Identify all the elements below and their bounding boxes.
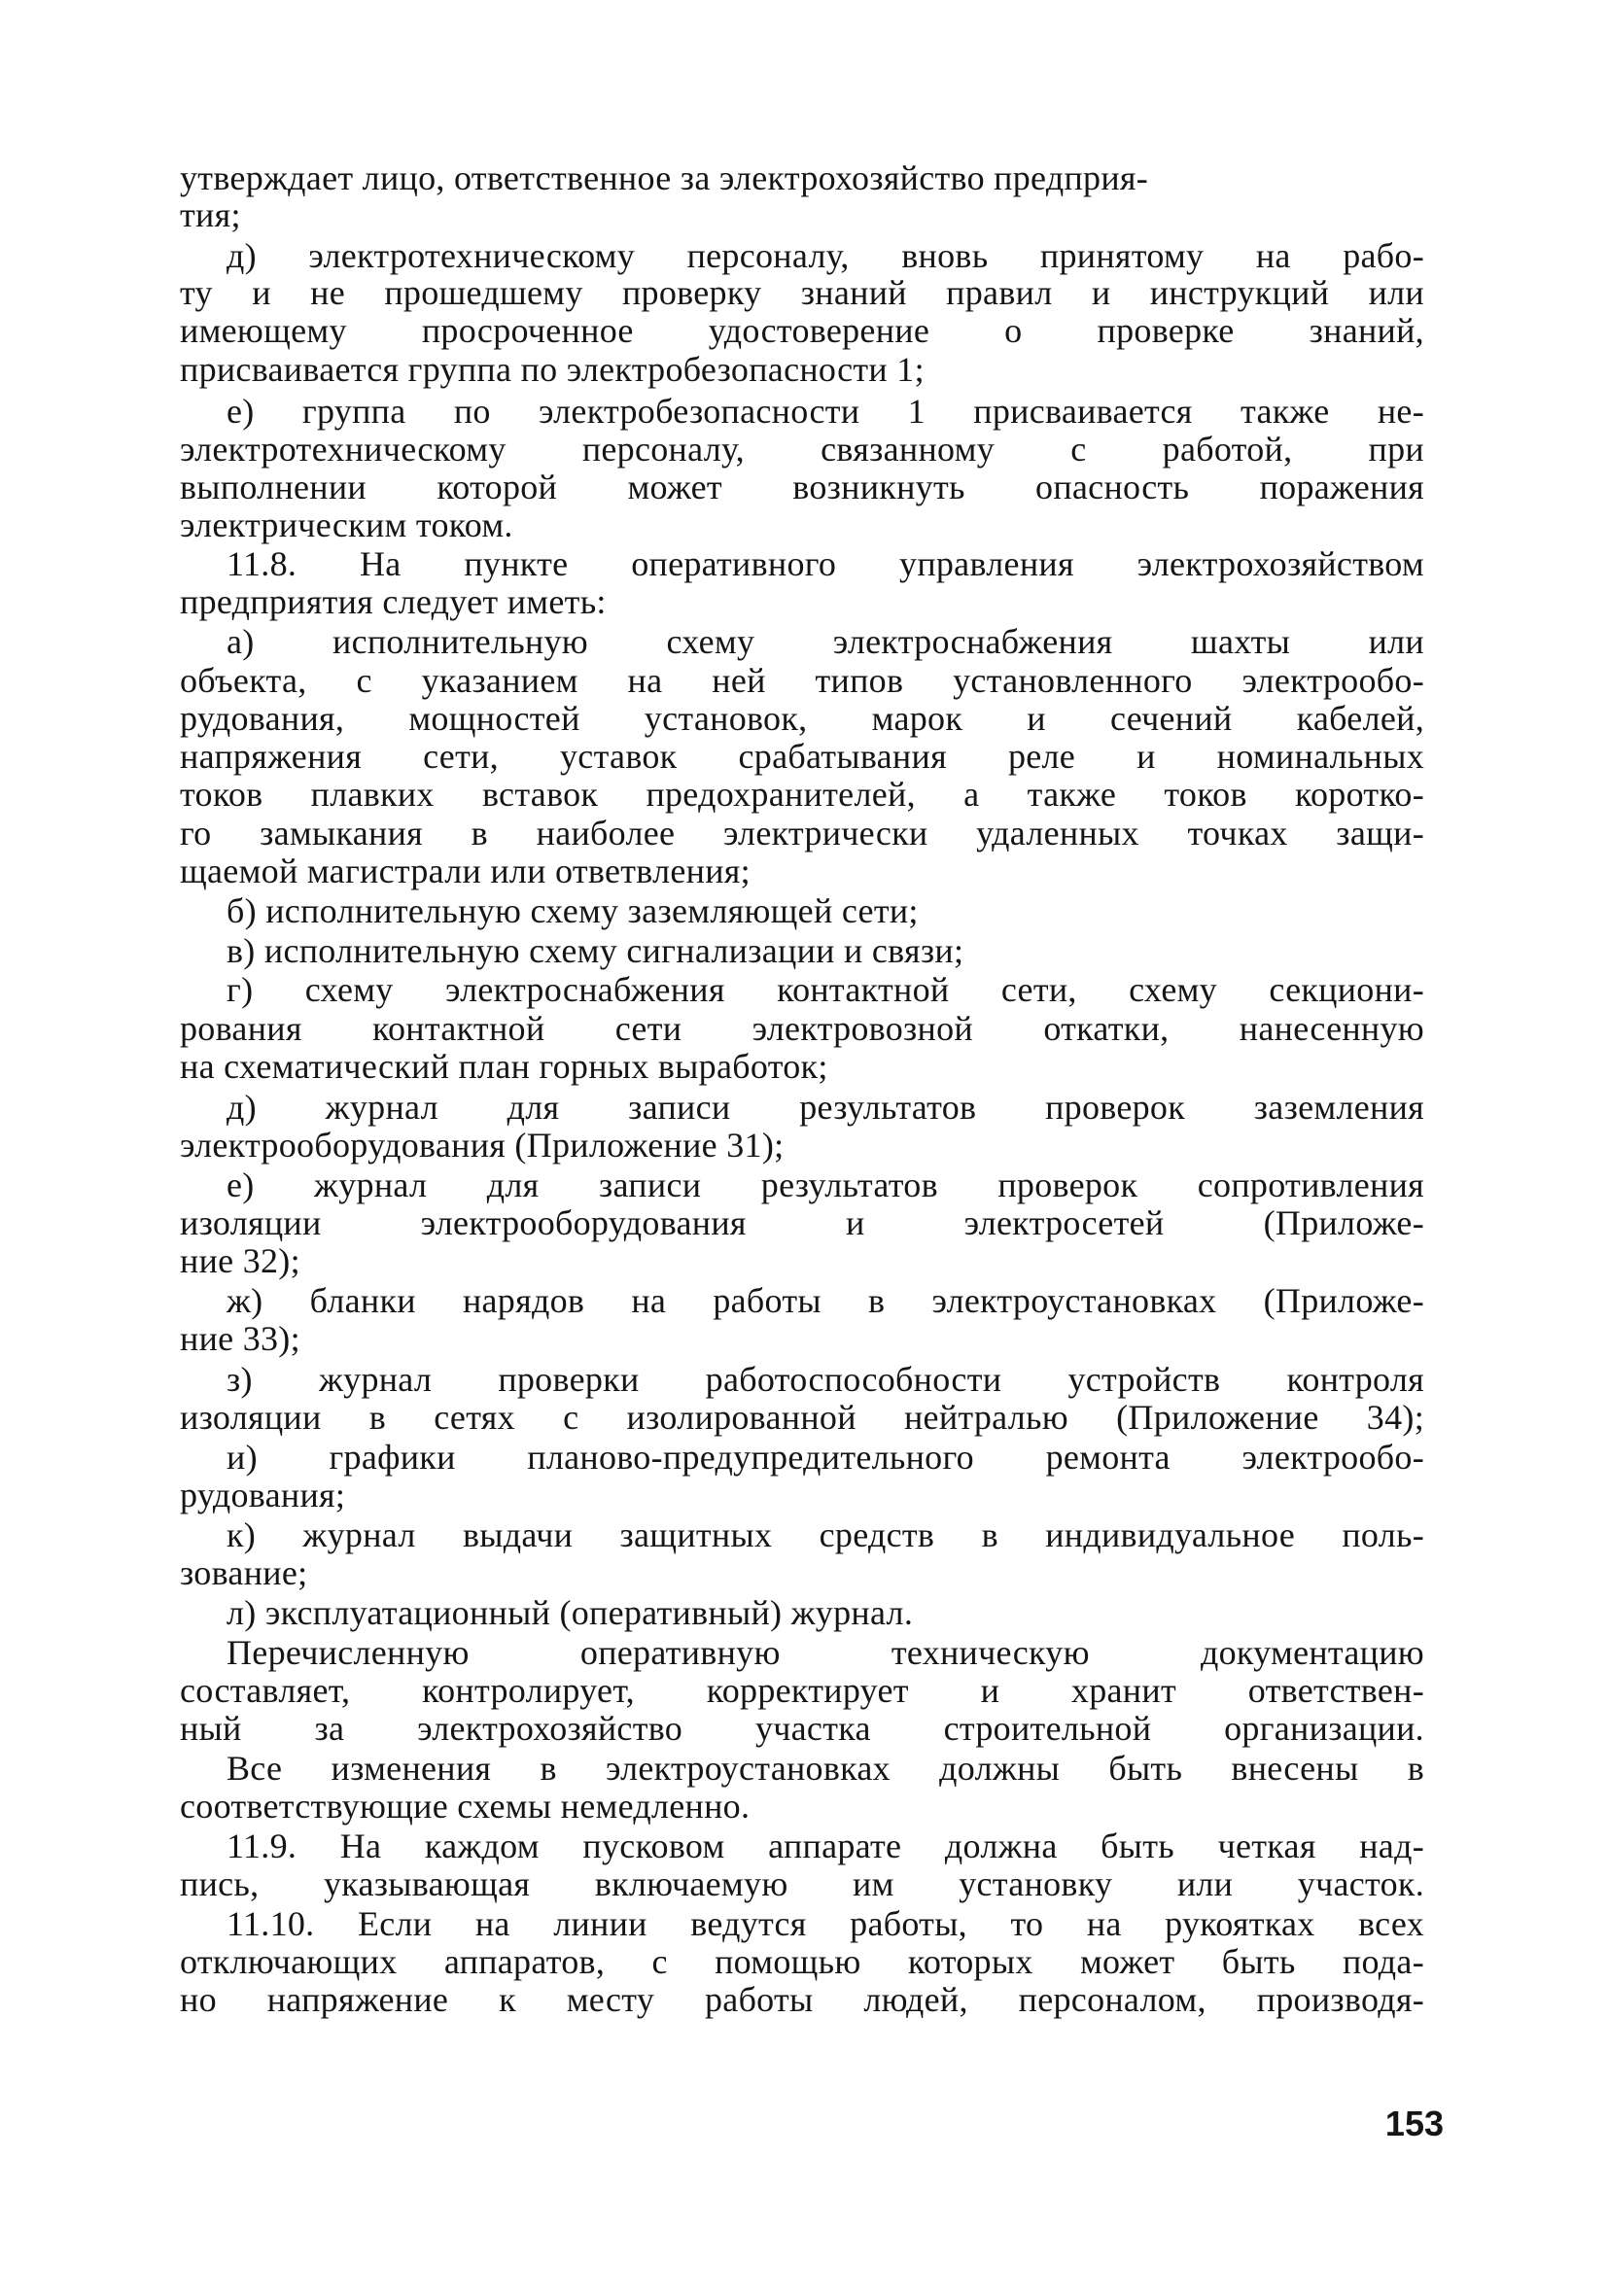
text-line: составляет, контролирует, корректирует и хранит ответствен- <box>180 1671 1424 1710</box>
text-line: к) журнал выдачи защитных средств в индивидуальное поль- <box>227 1515 1424 1554</box>
text-line: л) эксплуатационный (оперативный) журнал. <box>227 1593 914 1632</box>
text-line: и) графики планово-предупредительного ремонта электрообо- <box>227 1438 1424 1477</box>
text-line: ние 32); <box>180 1241 300 1280</box>
text-line: электрическим током. <box>180 505 513 544</box>
text-line: но напряжение к месту работы людей, персоналом, производя- <box>180 1980 1424 2019</box>
text-line: зование; <box>180 1553 308 1592</box>
text-line: выполнении которой может возникнуть опасность поражения <box>180 468 1424 506</box>
text-line: ние 33); <box>180 1319 300 1358</box>
text-line: напряжения сети, уставок срабатывания реле и номинальных <box>180 737 1424 776</box>
text-line: з) журнал проверки работоспособности устройств контроля <box>227 1360 1424 1399</box>
text-line: б) исполнительную схему заземляющей сети; <box>227 891 919 930</box>
text-line: 11.8. На пункте оперативного управления электрохозяйством <box>227 544 1424 583</box>
text-line: д) электротехническому персоналу, вновь принятому на рабо- <box>227 236 1424 275</box>
page-number: 153 <box>1384 2104 1444 2143</box>
text-line: отключающих аппаратов, с помощью которых может быть пода- <box>180 1942 1424 1981</box>
text-line: ж) бланки нарядов на работы в электроустановках (Приложе- <box>227 1281 1424 1320</box>
text-line: е) группа по электробезопасности 1 присваивается также не- <box>227 392 1424 431</box>
text-line: токов плавких вставок предохранителей, а также токов коротко- <box>180 775 1424 814</box>
text-line: Все изменения в электроустановках должны быть внесены в <box>227 1749 1424 1788</box>
text-line: на схематический план горных выработок; <box>180 1047 828 1086</box>
text-line: д) журнал для записи результатов проверок заземления <box>227 1088 1424 1127</box>
text-line: в) исполнительную схему сигнализации и связи; <box>227 931 964 970</box>
text-line: изоляции в сетях с изолированной нейтралью (Приложение 34); <box>180 1398 1424 1437</box>
text-line: рования контактной сети электровозной откатки, нанесенную <box>180 1009 1424 1048</box>
text-line: г) схему электроснабжения контактной сети, схему секциони- <box>227 970 1424 1009</box>
text-line: соответствующие схемы немедленно. <box>180 1787 751 1826</box>
text-line: щаемой магистрали или ответвления; <box>180 852 751 890</box>
text-line: рудования, мощностей установок, марок и сечений кабелей, <box>180 699 1424 738</box>
text-line: электротехническому персоналу, связанному с работой, при <box>180 430 1424 469</box>
text-line: рудования; <box>180 1476 346 1514</box>
text-line: Перечисленную оперативную техническую документацию <box>227 1633 1424 1672</box>
text-line: 11.10. Если на линии ведутся работы, то на рукоятках всех <box>227 1904 1424 1943</box>
text-line: ный за электрохозяйство участка строительной организации. <box>180 1709 1424 1748</box>
text-line: изоляции электрооборудования и электросетей (Приложе- <box>180 1203 1424 1242</box>
text-line: а) исполнительную схему электроснабжения шахты или <box>227 622 1424 661</box>
text-line: объекта, с указанием на ней типов установленного электрообо- <box>180 661 1424 700</box>
text-line: ту и не прошедшему проверку знаний правил и инструкций или <box>180 273 1424 312</box>
text-line: го замыкания в наиболее электрически удаленных точках защи- <box>180 814 1424 852</box>
text-line: присваивается группа по электробезопасности 1; <box>180 350 925 389</box>
text-line: предприятия следует иметь: <box>180 582 607 621</box>
text-line: пись, указывающая включаемую им установку или участок. <box>180 1864 1424 1903</box>
text-line: тия; <box>180 195 241 234</box>
text-line: е) журнал для записи результатов проверок сопротивления <box>227 1165 1424 1204</box>
text-line: имеющему просроченное удостоверение о проверке знаний, <box>180 311 1424 350</box>
text-line: электрооборудования (Приложение 31); <box>180 1126 785 1165</box>
text-line: 11.9. На каждом пусковом аппарате должна быть четкая над- <box>227 1826 1424 1865</box>
text-line: утверждает лицо, ответственное за электрохозяйство предприя- <box>180 158 1149 197</box>
